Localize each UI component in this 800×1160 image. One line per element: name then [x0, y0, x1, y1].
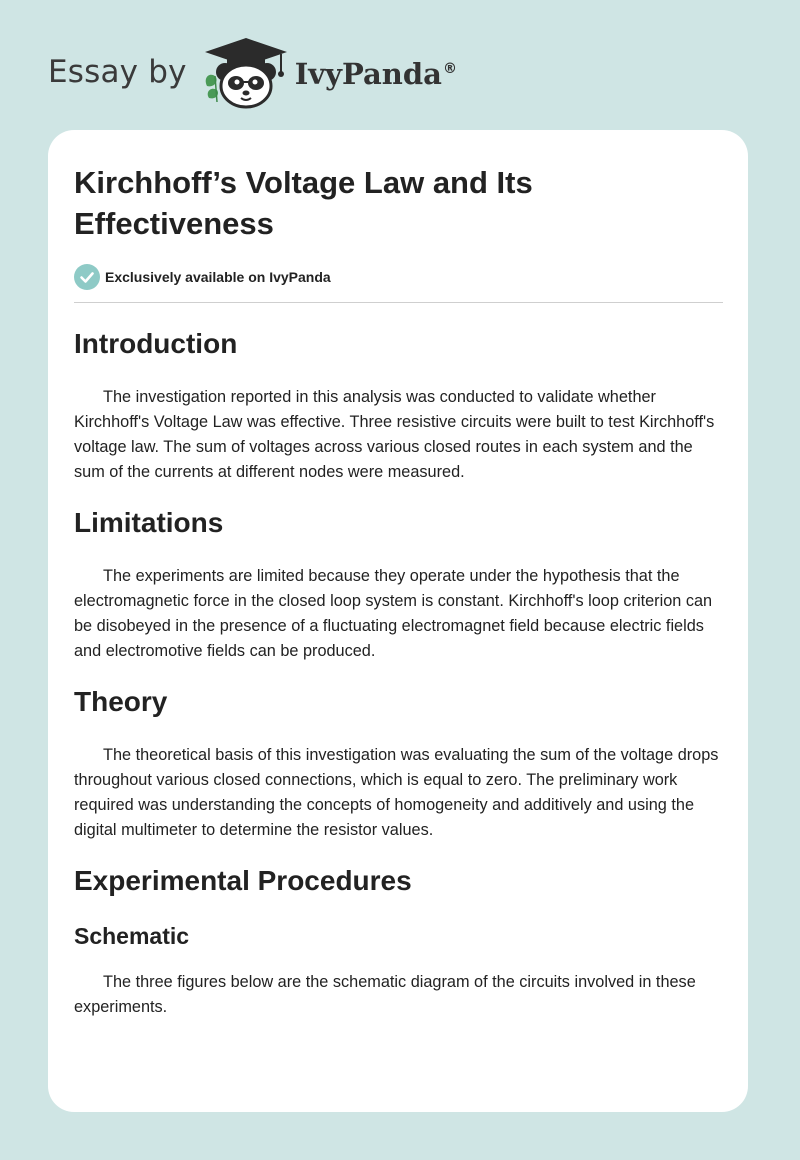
section-paragraph-schematic: The three figures below are the schematic diagram of the circuits involved in these experiments.: [74, 973, 696, 1016]
exclusive-badge: [74, 264, 331, 290]
subsection-heading-schematic: Schematic: [74, 923, 190, 949]
exclusive-label: Exclusively available on IvyPanda: [105, 269, 331, 285]
registered-mark: ®: [442, 61, 457, 78]
check-circle-icon: [74, 264, 100, 290]
section-heading-theory: Theory: [74, 686, 168, 717]
section-heading-experimental-procedures: Experimental Procedures: [74, 865, 412, 896]
page-title: Kirchhoff’s Voltage Law and Its Effectiveness: [74, 165, 533, 241]
title-divider: [74, 302, 723, 303]
section-heading-introduction: Introduction: [74, 328, 238, 359]
essay-card: [48, 130, 748, 1112]
section-paragraph-theory: The theoretical basis of this investigation was evaluating the sum of the voltage drops throughout various closed connections, which is equal to zero. The preliminary work required was understanding the concepts of homogeneity and additively and using the digital multimeter to determine the resistor values.: [74, 746, 719, 839]
graduation-panda-icon: [201, 36, 291, 110]
section-paragraph-introduction: The investigation reported in this analysis was conducted to validate whether Kirchhoff's Voltage Law was effective. Three resistive circuits were built to test Kirchhoff's voltage law. The sum of voltages across various closed routes in each system and the sum of the currents at different nodes were measured.: [74, 388, 715, 481]
section-paragraph-limitations: The experiments are limited because they operate under the hypothesis that the electromagnetic force in the closed loop system is constant. Kirchhoff's loop criterion can be disobeyed in the presence of a fluctuating electromagnet field because electric fields and electromotive fields can be produced.: [74, 567, 713, 660]
brand-prefix: Essay by: [48, 54, 187, 90]
essay-body: [74, 326, 724, 1020]
section-heading-limitations: Limitations: [74, 507, 224, 538]
brand-header[interactable]: [48, 36, 457, 110]
brand-name: IvyPanda®: [294, 57, 457, 91]
